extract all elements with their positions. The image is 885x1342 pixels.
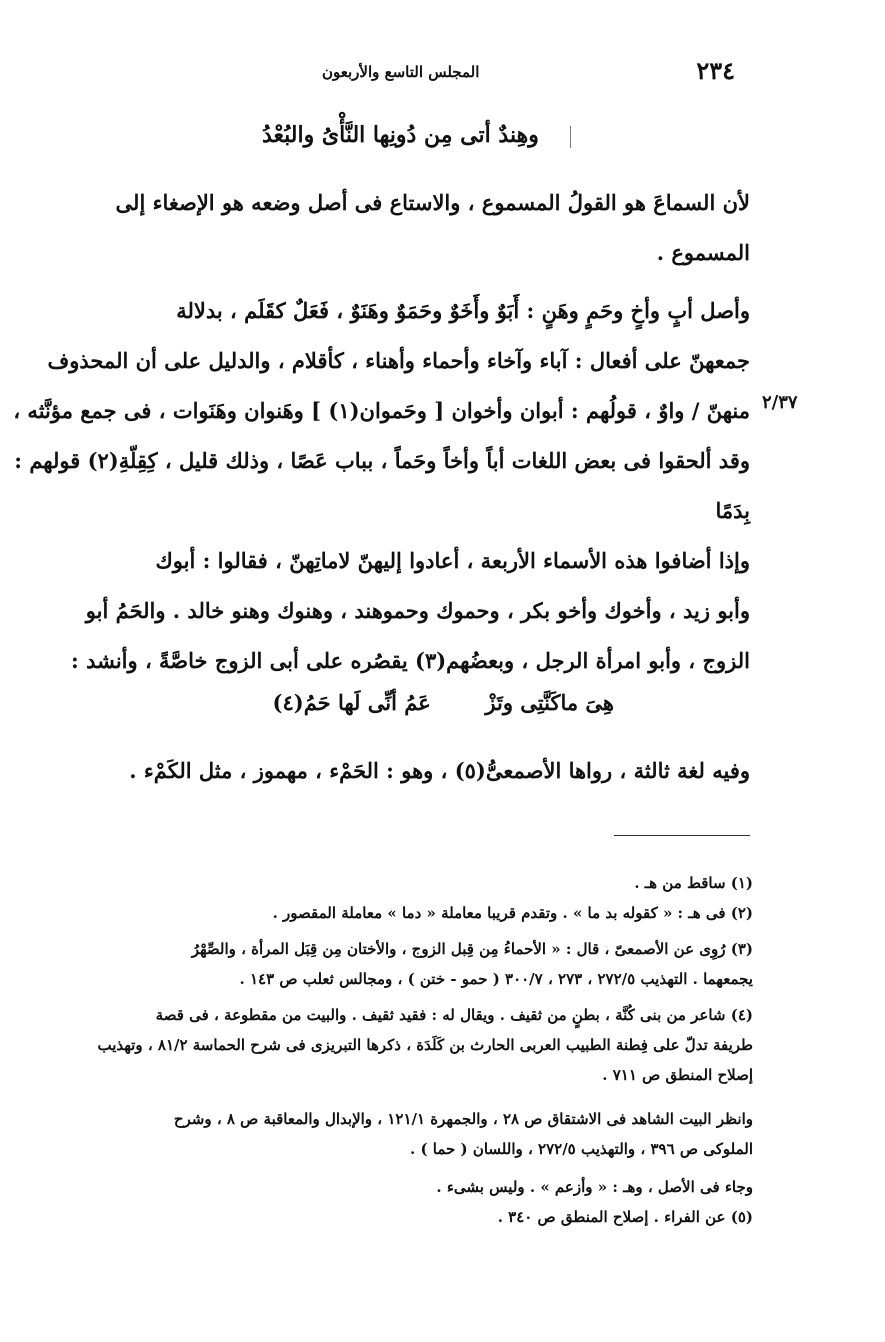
- paragraph-2: [13, 286, 750, 536]
- margin-folio-note: ٢/٣٧: [762, 392, 798, 413]
- text-line: المسموع .: [656, 240, 750, 265]
- footnote-line: (٤) شاعر من بنى كُنَّة ، بطنٍ من ثقيف . ويقال له : فقيد ثقيف . والبيت من مقطوعة ، فى قصة: [155, 1006, 753, 1024]
- verse-first-half: هِىَ ماكَنَّتِى وتَزْ: [485, 690, 614, 715]
- footnote-5: [48, 1202, 753, 1232]
- footnote-1: [48, 868, 753, 898]
- footnote-line: طريفة تدلّ على فِطنة الطبيب العربى الحارث بن كَلَدَة ، ذكرها التبريزى فى شرح الحماسة ٨١/٢ ، وتهذيب: [97, 1036, 753, 1054]
- text-line: جمعهنّ على أفعال : آباء وآخاء وأحماء وأهناء ، كأقلام ، والدليل على أن المحذوف: [47, 348, 750, 373]
- footnote-line: إصلاح المنطق ص ٧١١ .: [602, 1066, 753, 1084]
- page-number: ٢٣٤: [696, 56, 735, 85]
- paragraph-3: [58, 536, 750, 686]
- paragraph-1: [58, 178, 750, 278]
- verse-second-half: عَمُ أنِّى لَها حَمُ(٤): [272, 690, 431, 715]
- footnote-separator: [614, 835, 750, 836]
- footnote-line: (٢) فى هـ : « كقوله بد ما » . وتقدم قريبا معاملة « دما » معاملة المقصور .: [272, 904, 753, 922]
- footnote-line: (٥) عن الفراء . إصلاح المنطق ص ٣٤٠ .: [497, 1208, 753, 1226]
- text-line: وأصل أبٍ وأخٍ وحَمٍ وهَنٍ : أَبَوٌ وأَخَوٌ وحَمَوٌ وهَنَوٌ ، فَعَلٌ كقَلَم ، بدلالة: [176, 298, 750, 323]
- footnote-line: (٣) رُوِى عن الأصمعىّ ، قال : « الأحماءُ مِن قِبل الزوج ، والأختان مِن قِبَل المرأة ، والصِّهْرُ: [191, 940, 753, 958]
- running-title: المجلس التاسع والأربعون: [322, 63, 480, 81]
- rhyme-verse: [214, 690, 614, 715]
- text-line: وأبو زيد ، وأخوك وأخو بكر ، وحموك وحموهند ، وهنوك وهنو خالد . والحَمُ أبو: [85, 598, 750, 623]
- footnote-line: يجمعهما . التهذيب ٢٧٢/٥ ، ٢٧٣ ، ٣٠٠/٧ ( حمو - ختن ) ، ومجالس ثعلب ص ١٤٣ .: [239, 970, 753, 988]
- footnote-line: وجاء فى الأصل ، وهـ : « وأزعم » . وليس بشىء .: [436, 1178, 753, 1196]
- closing-line: [58, 746, 750, 796]
- quoted-verse: وهِندٌ أتى مِن دُونِها النَّأْىُ والبُعْدُ: [262, 122, 539, 148]
- footnote-line: (١) ساقط من هـ .: [634, 874, 753, 892]
- text-line: وإذا أضافوا هذه الأسماء الأربعة ، أعادوا إليهنّ لاماتِهنّ ، فقالوا : أبوك: [155, 548, 750, 573]
- footnote-4: [48, 1000, 753, 1090]
- footnote-line: وانظر البيت الشاهد فى الاشتقاق ص ٢٨ ، والجمهرة ١٢١/١ ، والإبدال والمعاقبة ص ٨ ، وشرح: [173, 1110, 753, 1128]
- text-line: بِدَمًا: [715, 498, 750, 523]
- text-line: وقد ألحقوا فى بعض اللغات أباً وأخاً وحَماً ، بباب عَصًا ، وذلك قليل ، كِقِلّةِ(٢) قولهم :: [14, 448, 750, 473]
- footnote-4-note: [48, 1172, 753, 1202]
- text-line: منهنّ / واوٌ ، قولُهم : أبوان وأخوان [ وحَموان(١) ] وهَنوان وهَنَوات ، فى جمع مؤنَّثه ،: [13, 398, 750, 423]
- footnote-2: [48, 898, 753, 928]
- verse-marker: [570, 126, 571, 148]
- footnote-4-continued: [48, 1104, 753, 1164]
- text-line: وفيه لغة ثالثة ، رواها الأصمعىُّ(٥) ، وهو : الحَمْء ، مهموز ، مثل الكَمْء .: [129, 758, 750, 783]
- text-line: الزوج ، وأبو امرأة الرجل ، وبعضُهم(٣) يقصُره على أبى الزوج خاصَّةً ، وأنشد :: [71, 648, 750, 673]
- footnote-line: الملوكى ص ٣٩٦ ، والتهذيب ٢٧٢/٥ ، واللسان ( حما ) .: [410, 1140, 753, 1158]
- text-line: لأن السماعَ هو القولُ المسموع ، والاستاع فى أصل وضعه هو الإصغاء إلى: [115, 190, 750, 215]
- footnote-3: [48, 934, 753, 994]
